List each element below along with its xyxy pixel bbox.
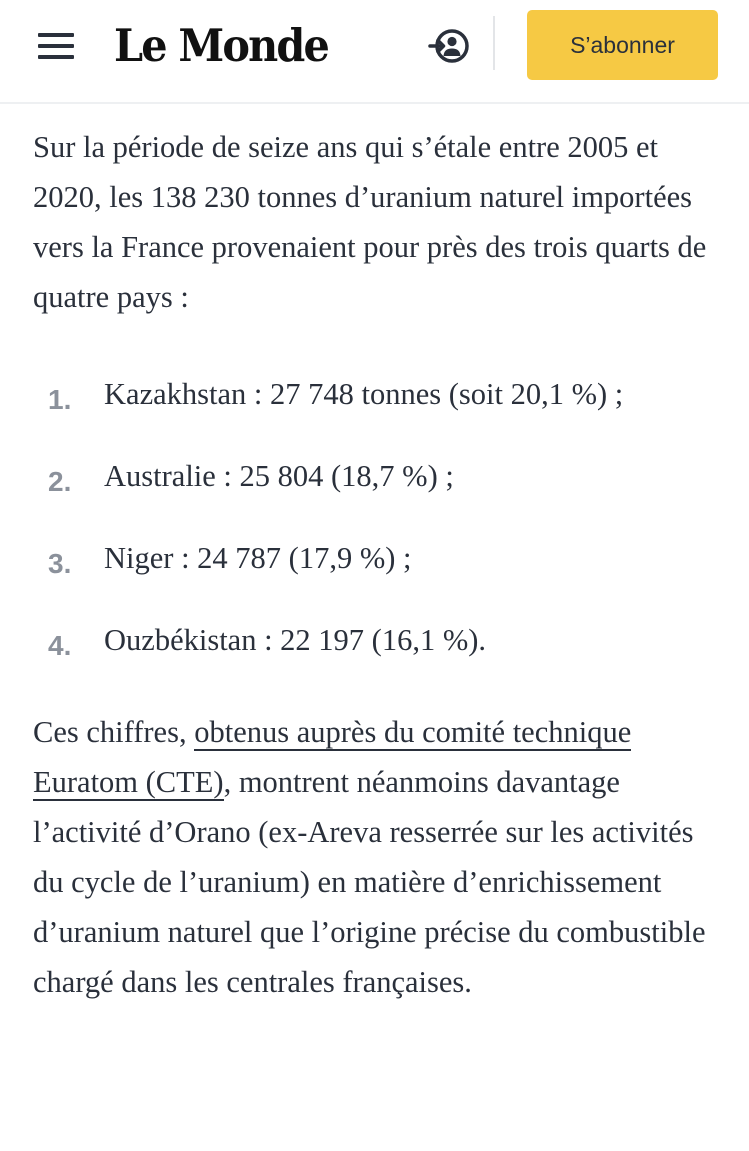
list-item <box>0 533 749 615</box>
site-logo[interactable]: Le Monde <box>114 19 328 72</box>
list-item <box>0 615 749 697</box>
site-header <box>0 0 749 104</box>
euratom-source-link[interactable]: obtenus auprès du comité technique Euratom (CTE) <box>33 715 632 799</box>
list-item <box>0 369 749 451</box>
paragraph-text-after: , montrent néanmoins davantage l’activité d’Orano (ex-Areva resserrée sur les activités du cycle de l’uranium) en matière d’enrichissement d’uranium naturel que l’origine précise du combustible chargé dans les centrales françaises. <box>33 765 706 999</box>
list-number: 2. <box>48 466 72 497</box>
countries-list <box>0 369 749 697</box>
list-text: Niger : 24 787 (17,9 %) ; <box>104 541 412 575</box>
article-paragraph-intro: Sur la période de seize ans qui s’étale entre 2005 et 2020, les 138 230 tonnes d’uranium naturel importées vers la France provenaient pour près des trois quarts de quatre pays : <box>33 130 707 314</box>
list-number: 4. <box>48 630 72 661</box>
list-text: Kazakhstan : 27 748 tonnes (soit 20,1 %) ; <box>104 377 624 411</box>
list-number: 1. <box>48 384 72 415</box>
account-login-icon[interactable] <box>428 26 474 66</box>
paragraph-text-before: Ces chiffres, <box>33 715 195 749</box>
list-item <box>0 451 749 533</box>
hamburger-menu-icon[interactable] <box>38 33 74 59</box>
subscribe-button[interactable]: S’abonner <box>527 10 718 80</box>
article-paragraph-details <box>33 707 723 1007</box>
list-text: Australie : 25 804 (18,7 %) ; <box>104 459 454 493</box>
header-divider <box>493 16 495 70</box>
list-number: 3. <box>48 548 72 579</box>
list-text: Ouzbékistan : 22 197 (16,1 %). <box>104 623 487 657</box>
